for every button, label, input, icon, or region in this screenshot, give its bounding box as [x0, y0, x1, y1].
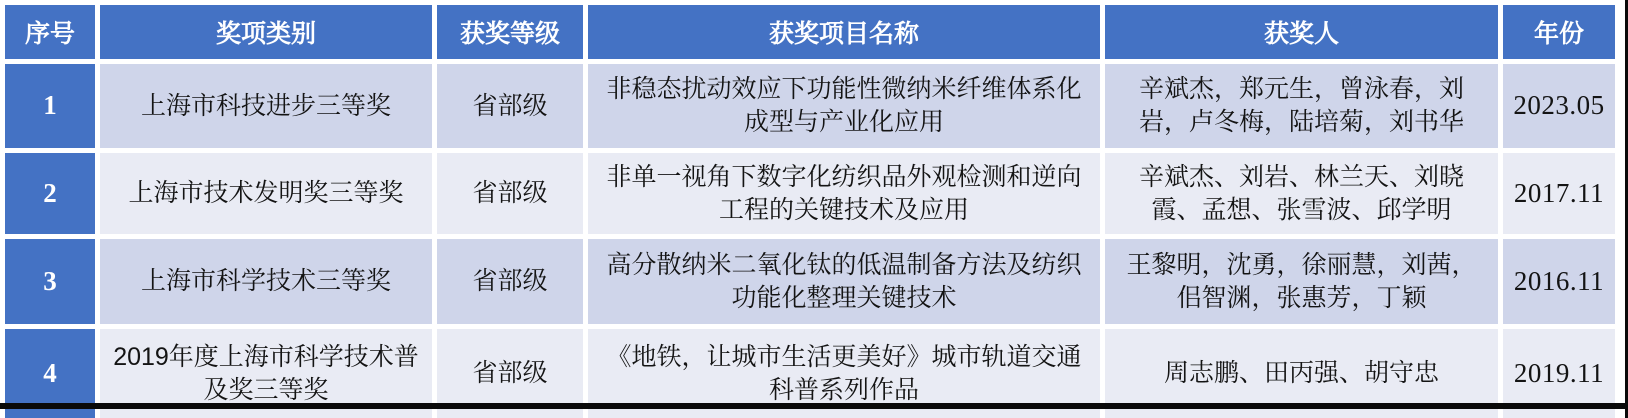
table-bottom-edge-line — [0, 403, 1628, 409]
cell-recipients: 辛斌杰、刘岩、林兰天、刘晓霞、孟想、张雪波、邱学明 — [1105, 153, 1498, 234]
cell-index: 1 — [5, 64, 95, 148]
header-cell-project: 获奖项目名称 — [588, 5, 1100, 59]
table-row — [5, 64, 1615, 148]
header-cell-recipients: 获奖人 — [1105, 5, 1498, 59]
cell-recipients: 王黎明，沈勇，徐丽慧，刘茜，佀智渊，张惠芳，丁颖 — [1105, 239, 1498, 324]
cell-index: 2 — [5, 153, 95, 234]
cell-year: 2019.11 — [1503, 329, 1615, 418]
cell-level: 省部级 — [437, 64, 583, 148]
cell-level: 省部级 — [437, 239, 583, 324]
cell-project: 《地铁，让城市生活更美好》城市轨道交通科普系列作品 — [588, 329, 1100, 418]
cell-index: 4 — [5, 329, 95, 418]
table-row — [5, 239, 1615, 324]
cell-year: 2016.11 — [1503, 239, 1615, 324]
cell-recipients: 辛斌杰，郑元生，曾泳春，刘岩，卢冬梅，陆培菊，刘书华 — [1105, 64, 1498, 148]
cell-year: 2017.11 — [1503, 153, 1615, 234]
cell-category: 上海市技术发明奖三等奖 — [100, 153, 432, 234]
cell-project: 非稳态扰动效应下功能性微纳米纤维体系化成型与产业化应用 — [588, 64, 1100, 148]
header-cell-category: 奖项类别 — [100, 5, 432, 59]
cell-category: 2019年度上海市科学技术普及奖三等奖 — [100, 329, 432, 418]
header-row — [5, 5, 1615, 59]
table-row — [5, 153, 1615, 234]
cell-level: 省部级 — [437, 153, 583, 234]
cell-category: 上海市科学技术三等奖 — [100, 239, 432, 324]
cell-index: 3 — [5, 239, 95, 324]
cell-category: 上海市科技进步三等奖 — [100, 64, 432, 148]
header-cell-year: 年份 — [1503, 5, 1615, 59]
header-cell-index: 序号 — [5, 5, 95, 59]
cell-project: 非单一视角下数字化纺织品外观检测和逆向工程的关键技术及应用 — [588, 153, 1100, 234]
cell-project: 高分散纳米二氧化钛的低温制备方法及纺织功能化整理关键技术 — [588, 239, 1100, 324]
header-cell-level: 获奖等级 — [437, 5, 583, 59]
cell-level: 省部级 — [437, 329, 583, 418]
cell-year: 2023.05 — [1503, 64, 1615, 148]
cell-recipients: 周志鹏、田丙强、胡守忠 — [1105, 329, 1498, 418]
